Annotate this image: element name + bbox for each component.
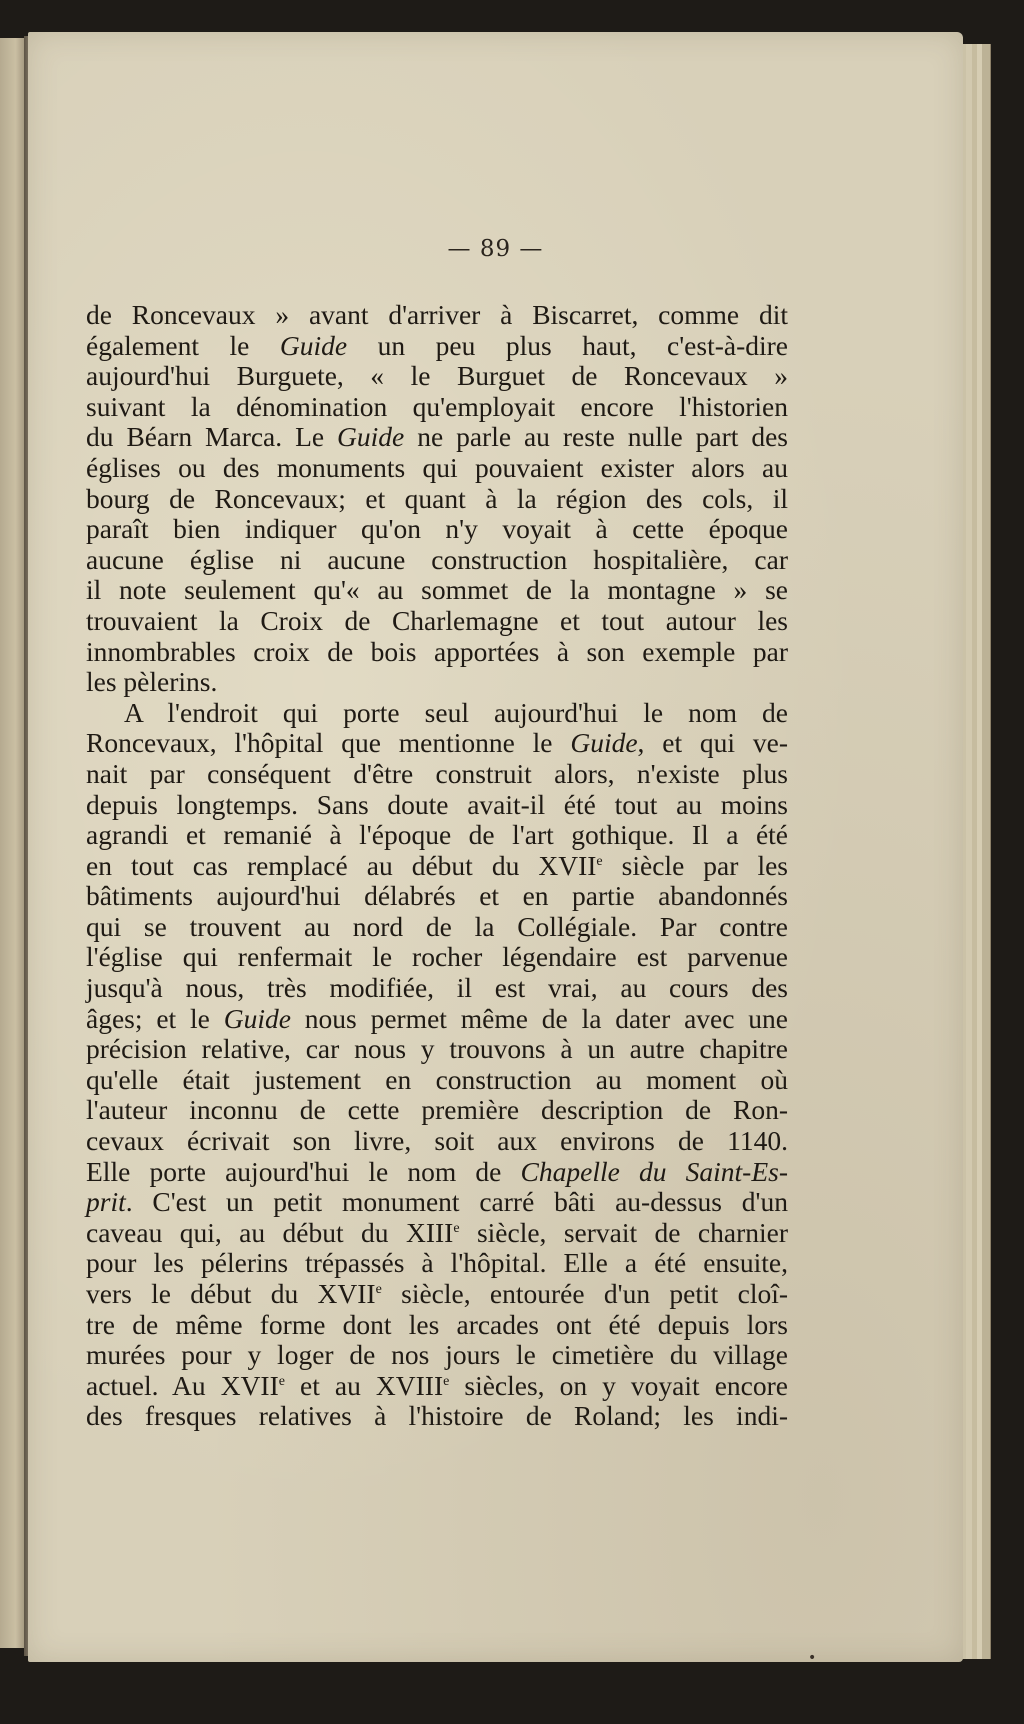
text-line: paraît bien indiquer qu'on n'y voyait à cette époque — [86, 513, 788, 545]
text-line: les pèlerins. — [86, 666, 218, 698]
text-line: il note seulement qu'« au sommet de la montagne » se — [86, 574, 788, 606]
page-edge-stack — [982, 44, 991, 1659]
text-line: du Béarn Marca. Le Guide ne parle au reste nulle part des — [86, 421, 788, 453]
italic-title: prit — [86, 1186, 126, 1218]
text-line: A l'endroit qui porte seul aujourd'hui le nom de — [124, 696, 788, 728]
text-line: nait par conséquent d'être construit alors, n'existe plus — [86, 757, 788, 789]
text-line: l'auteur inconnu de cette première description de Ron- — [86, 1094, 788, 1126]
page-number: — 89 — — [447, 236, 544, 262]
text-line: actuel. Au XVIIe et au XVIIIe siècles, on y voyait encore — [86, 1369, 788, 1401]
text-line: innombrables croix de bois apportées à son exemple par — [86, 635, 788, 667]
italic-title: Guide — [279, 329, 348, 361]
text-line: tre de même forme dont les arcades ont été depuis lors — [86, 1308, 788, 1340]
text-line: vers le début du XVIIe siècle, entourée d'un petit cloî- — [86, 1278, 789, 1309]
text-line: suivant la dénomination qu'employait encore l'historien — [86, 390, 788, 422]
text-line: depuis longtemps. Sans doute avait-il été tout au moins — [86, 788, 788, 820]
italic-title: Guide — [570, 727, 638, 759]
italic-title: Guide — [223, 1002, 291, 1034]
text-line: précision relative, car nous y trouvons à un autre chapitre — [86, 1033, 788, 1065]
text-line: caveau qui, au début du XIIIe siècle, servait de charnier — [86, 1216, 788, 1248]
text-line: également le Guide un peu plus haut, c'est-à-dire — [86, 329, 788, 361]
ink-speck: • — [808, 1650, 817, 1666]
text-line: jusqu'à nous, très modifiée, il est vrai, au cours des — [86, 972, 788, 1004]
text-line: Roncevaux, l'hôpital que mentionne le Guide, et qui ve- — [86, 727, 788, 759]
text-line: qui se trouvent au nord de la Collégiale. Par contre — [86, 910, 788, 942]
text-line: pour les pélerins trépassés à l'hôpital. Elle a été ensuite, — [86, 1247, 788, 1279]
text-line: aucune église ni aucune construction hospitalière, car — [86, 543, 788, 575]
text-line: prit. C'est un petit monument carré bâti au-dessus d'un — [86, 1186, 788, 1218]
facing-page-edge — [0, 38, 26, 1648]
text-line: en tout cas remplacé au début du XVIIe siècle par les — [86, 849, 788, 881]
text-line: cevaux écrivait son livre, soit aux environs de 1140. — [86, 1125, 788, 1157]
text-line: agrandi et remanié à l'époque de l'art gothique. Il a été — [86, 819, 788, 851]
text-line: murées pour y loger de nos jours le cimetière du village — [86, 1339, 788, 1371]
text-line: églises ou des monuments qui pouvaient exister alors au — [86, 451, 788, 483]
text-line: des fresques relatives à l'histoire de Roland; les indi- — [86, 1400, 788, 1432]
text-line: l'église qui renfermait le rocher légendaire est parvenue — [86, 941, 788, 973]
text-line: qu'elle était justement en construction au moment où — [86, 1063, 788, 1095]
text-line: bâtiments aujourd'hui délabrés et en partie abandonnés — [86, 880, 788, 912]
text-line: trouvaient la Croix de Charlemagne et tout autour les — [86, 604, 788, 636]
text-line: aujourd'hui Burguete, « le Burguet de Roncevaux » — [86, 360, 788, 392]
italic-title: Chapelle du Saint-Es- — [520, 1155, 788, 1187]
italic-title: Guide — [337, 421, 405, 453]
text-line: âges; et le Guide nous permet même de la dater avec une — [86, 1002, 788, 1034]
text-line: bourg de Roncevaux; et quant à la région des cols, il — [86, 482, 788, 514]
body-text — [86, 300, 788, 1432]
text-line: Elle porte aujourd'hui le nom de Chapelle du Saint-Es- — [86, 1155, 788, 1187]
book-page — [28, 32, 963, 1666]
text-line: de Roncevaux » avant d'arriver à Biscarret, comme dit — [86, 299, 788, 330]
